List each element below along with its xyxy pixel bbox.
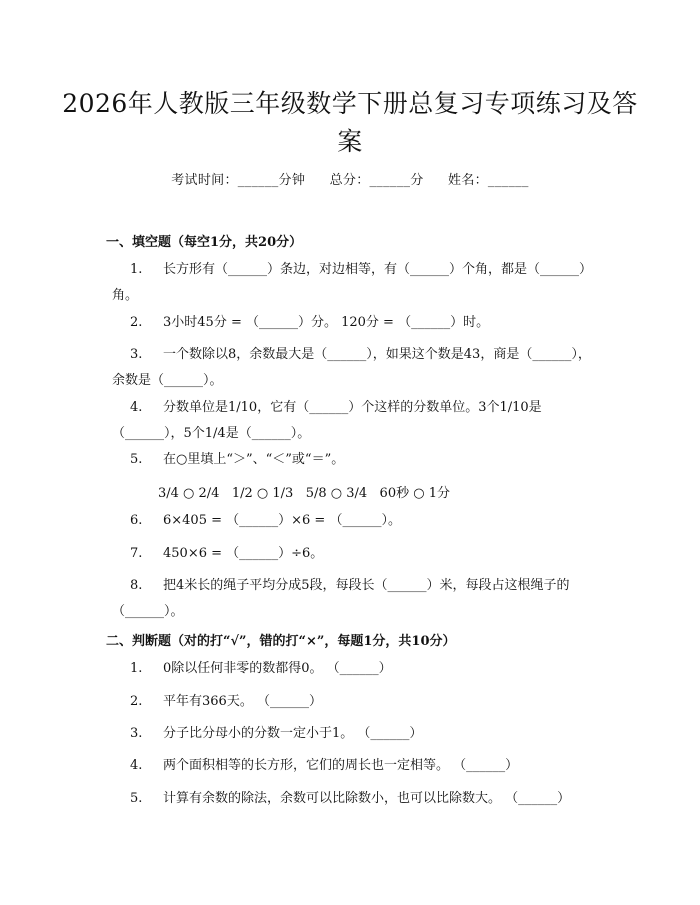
fill-question-8 xyxy=(112,573,602,625)
fill-question-2 xyxy=(112,310,602,336)
fill-question-4 xyxy=(112,395,602,447)
judge-question-5 xyxy=(112,786,602,812)
exam-meta xyxy=(0,169,700,188)
exam-name: 姓名：______ xyxy=(448,173,529,188)
question-number: 4. xyxy=(130,758,143,773)
fill-question-1 xyxy=(112,257,602,309)
judge-question-3 xyxy=(112,721,602,747)
section1-heading: 一、填空题（每空1分，共20分） xyxy=(106,235,303,250)
exam-score: 总分：______分 xyxy=(329,173,424,188)
question-number: 5. xyxy=(130,791,143,806)
question-number: 1. xyxy=(130,262,143,277)
exam-time: 考试时间：______分钟 xyxy=(171,173,306,188)
question-number: 6. xyxy=(130,513,143,528)
question-number: 2. xyxy=(130,315,143,330)
question-text: 在○里填上“＞”、“＜”或“＝”。 xyxy=(163,452,345,467)
question-number: 1. xyxy=(130,661,143,676)
fill-question-5 xyxy=(112,447,602,473)
question-number: 2. xyxy=(130,694,143,709)
fill-question-3 xyxy=(112,342,602,394)
question-text: 计算有余数的除法，余数可以比除数小，也可以比除数大。 （______） xyxy=(163,791,571,806)
question-text: 6×405 = （______）×6 = （______）。 xyxy=(163,513,401,528)
fill-question-6 xyxy=(112,508,602,534)
question-number: 7. xyxy=(130,546,143,561)
document-title: 2026年人教版三年级数学下册总复习专项练习及答案 xyxy=(62,89,638,156)
question-number: 5. xyxy=(130,452,143,467)
question-text: 分数单位是1/10，它有（______）个这样的分数单位。3个1/10是（______），5个1/4是（______）。 xyxy=(112,400,542,441)
question-text: 分子比分母小的分数一定小于1。 （______） xyxy=(163,726,423,741)
compare-line: 3/4 ○ 2/4 1/2 ○ 1/3 5/8 ○ 3/4 60秒 ○ 1分 xyxy=(158,486,450,501)
question-text: 长方形有（______）条边，对边相等，有（______）个角，都是（______）角。 xyxy=(112,262,593,303)
question-text: 平年有366天。 （______） xyxy=(163,694,322,709)
question-number: 4. xyxy=(130,400,143,415)
question-number: 3. xyxy=(130,726,143,741)
question-text: 0除以任何非零的数都得0。 （______） xyxy=(163,661,392,676)
question-number: 8. xyxy=(130,578,143,593)
question-text: 450×6 = （______）÷6。 xyxy=(163,546,324,561)
judge-question-4 xyxy=(112,753,602,779)
judge-question-1 xyxy=(112,656,602,682)
judge-question-2 xyxy=(112,689,602,715)
section2-heading: 二、判断题（对的打“√”，错的打“×”，每题1分，共10分） xyxy=(106,634,456,649)
question-text: 一个数除以8，余数最大是（______），如果这个数是43，商是（______），余数是（______）。 xyxy=(112,347,591,388)
question-text: 两个面积相等的长方形，它们的周长也一定相等。 （______） xyxy=(163,758,519,773)
question-number: 3. xyxy=(130,347,143,362)
question-text: 3小时45分 = （______）分。 120分 = （______）时。 xyxy=(163,315,490,330)
fill-question-7 xyxy=(112,541,602,567)
question-text: 把4米长的绳子平均分成5段，每段长（______）米，每段占这根绳子的（______）。 xyxy=(112,578,570,619)
